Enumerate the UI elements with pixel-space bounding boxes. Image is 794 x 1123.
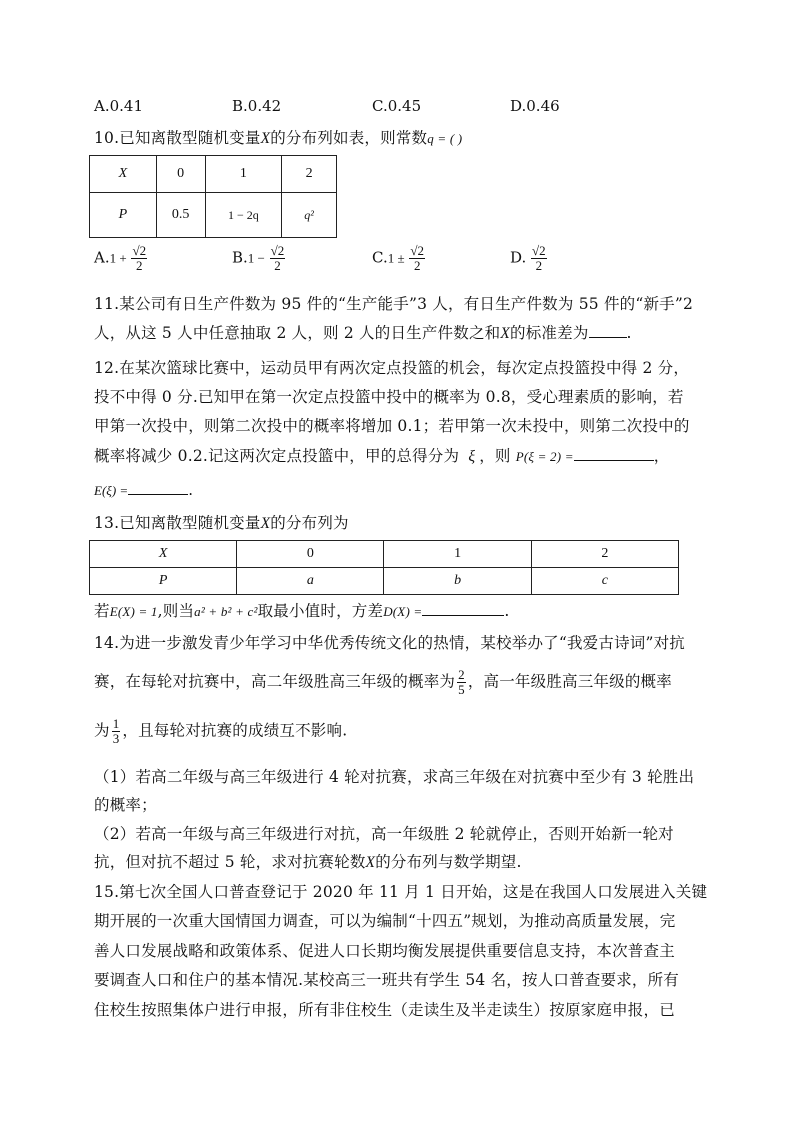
q10-row-p: P: [90, 193, 157, 238]
q13-header-1: 1: [384, 541, 531, 568]
q13-cell-a: a: [237, 568, 384, 595]
q13-variance-blank[interactable]: [422, 601, 504, 616]
q15-line-5: 住校生按照集体户进行申报，所有非住校生（走读生及半走读生）按原家庭申报，已: [94, 1001, 675, 1019]
q15-line-1: 15.第七次全国人口普查登记于 2020 年 11 月 1 日开始，这是在我国人口发展进入关键: [94, 883, 708, 901]
q10-cell-1: 1 − 2q: [205, 193, 282, 238]
q15-line-2: 期开展的一次重大国情国力调查，可以为编制“十四五”规划，为推动高质量发展，完: [94, 912, 676, 930]
q11-line-2: 人，从这 5 人中任意抽取 2 人，则 2 人的日生产件数之和X的标准差为 .: [94, 324, 632, 342]
q10-cell-0: 0.5: [156, 193, 205, 238]
q14-part1-line-2: 的概率；: [94, 796, 157, 814]
q12-line-3: 甲第一次投中，则第二次投中的概率将增加 0.1；若甲第一次未投中，则第二次投中的: [94, 417, 690, 435]
q10-option-a: A.1 + $\frac{√2}{2}$: [94, 243, 147, 273]
q12-expectation-blank[interactable]: [128, 480, 188, 495]
q9-option-a: A.0.41: [94, 97, 143, 115]
q10-stem: 10.已知离散型随机变量X的分布列如表，则常数q = ( ): [94, 129, 463, 147]
q10-distribution-table: [89, 155, 337, 238]
q11-answer-blank[interactable]: [589, 323, 627, 338]
q13-distribution-table: [89, 540, 679, 595]
q10-option-d: D. $\frac{√2}{2}$: [510, 243, 546, 273]
q14-part2-line-1: （2）若高一年级与高三年级进行对抗，高一年级胜 2 轮就停止，否则开始新一轮对: [94, 825, 674, 843]
q9-option-b: B.0.42: [232, 97, 282, 115]
q14-line-2: 赛，在每轮对抗赛中，高二年级胜高三年级的概率为 $\frac{2}{5}$ ，高一年级胜高三年级的概率: [94, 667, 672, 697]
q12-line-4: 概率将减少 0.2.记这两次定点投篮中，甲的总得分为 ξ ，则 P(ξ = 2) = ，: [94, 447, 670, 465]
q14-part1-line-1: （1）若高二年级与高三年级进行 4 轮对抗赛，求高三年级在对抗赛中至少有 3 轮胜出: [94, 768, 695, 786]
q14-line-3: 为 $\frac{1}{3}$ ，且每轮对抗赛的成绩互不影响.: [94, 716, 348, 746]
q14-line-1: 14.为进一步激发青少年学习中华优秀传统文化的热情，某校举办了“我爱古诗词”对抗: [94, 634, 686, 652]
q10-header-1: 1: [205, 156, 282, 193]
q10-option-b: B.1 − $\frac{√2}{2}$: [232, 243, 285, 273]
q13-cell-b: b: [384, 568, 531, 595]
q12-prob-blank[interactable]: [574, 446, 654, 461]
q13-condition: 若E(X) = 1,则当a² + b² + c²取最小值时，方差D(X) = .: [94, 602, 510, 620]
q13-cell-c: c: [531, 568, 678, 595]
q13-row-p: P: [90, 568, 237, 595]
q13-header-2: 2: [531, 541, 678, 568]
q13-header-x: X: [90, 541, 237, 568]
q10-option-c: C.1 ± $\frac{√2}{2}$: [372, 243, 425, 273]
q12-expectation: E(ξ) = .: [94, 481, 193, 499]
q15-line-3: 善人口发展战略和政策体系、促进人口长期均衡发展提供重要信息支持，本次普查主: [94, 942, 675, 960]
q10-header-2: 2: [282, 156, 337, 193]
q9-option-d: D.0.46: [510, 97, 560, 115]
q12-line-2: 投不中得 0 分.已知甲在第一次定点投篮中投中的概率为 0.8，受心理素质的影响，若: [94, 388, 684, 406]
q11-line-1: 11.某公司有日生产件数为 95 件的“生产能手”3 人，有日生产件数为 55 件的“新手”2: [94, 295, 694, 313]
q9-option-c: C.0.45: [372, 97, 422, 115]
q13-header-0: 0: [237, 541, 384, 568]
q15-line-4: 要调查人口和住户的基本情况.某校高三一班共有学生 54 名，按人口普查要求，所有: [94, 971, 680, 989]
q12-line-1: 12.在某次篮球比赛中，运动员甲有两次定点投篮的机会，每次定点投篮投中得 2 分，: [94, 359, 690, 377]
q13-stem: 13.已知离散型随机变量X的分布列为: [94, 514, 349, 532]
q10-header-0: 0: [156, 156, 205, 193]
q10-cell-2: q²: [282, 193, 337, 238]
q14-part2-line-2: 抗，但对抗不超过 5 轮，求对抗赛轮数X的分布列与数学期望.: [94, 853, 522, 871]
q10-header-x: X: [90, 156, 157, 193]
